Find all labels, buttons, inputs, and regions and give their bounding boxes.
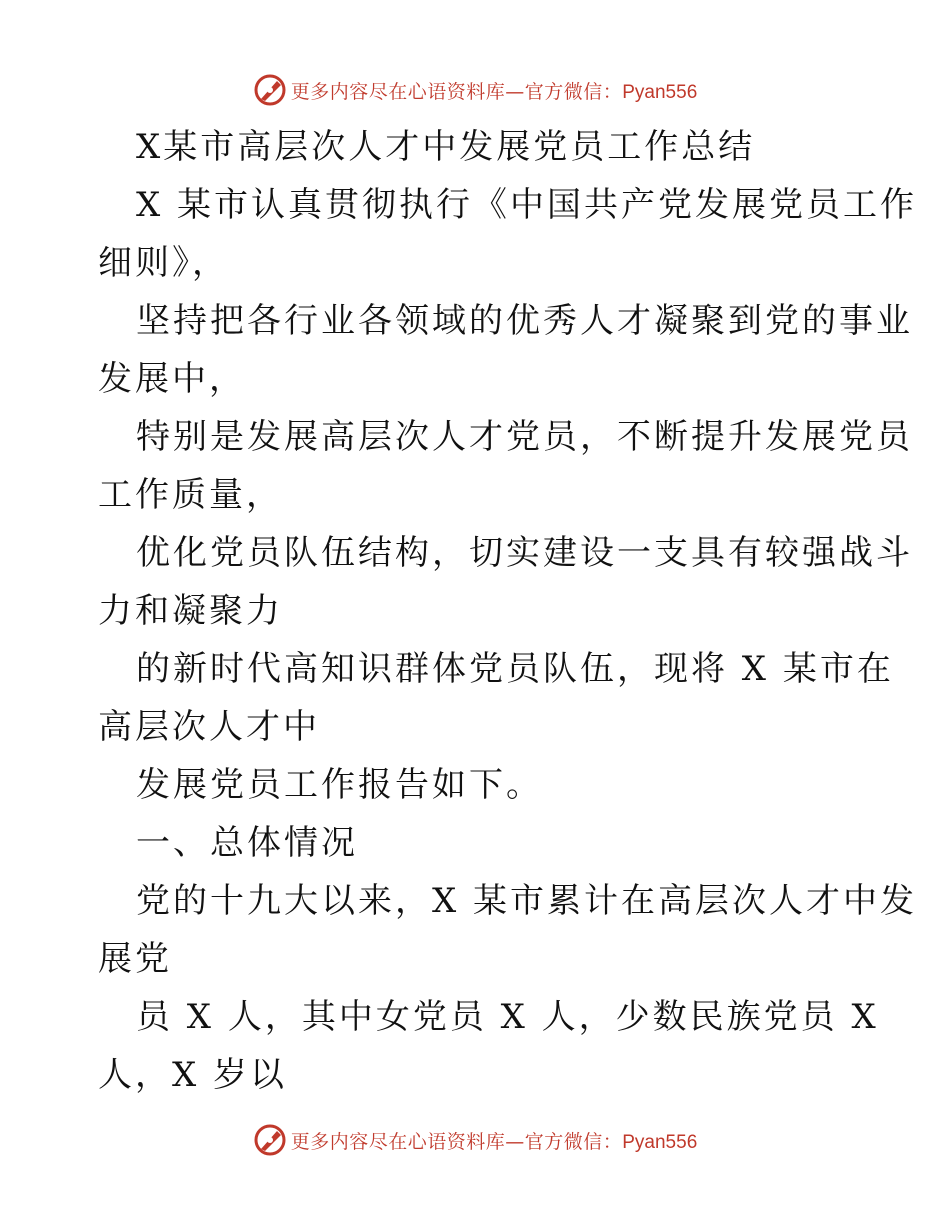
footer-banner-dash: — [505, 1130, 525, 1153]
paragraph-line: 优化党员队伍结构，切实建设一支具有较强战斗 [136, 533, 913, 573]
footer-banner-text [291, 1127, 698, 1154]
paragraph-line: 党的十九大以来，X 某市累计在高层次人才中发 [136, 881, 918, 921]
paragraph-line: X 某市认真贯彻执行《中国共产党发展党员工作 [136, 185, 918, 225]
header-banner [0, 70, 950, 110]
document-title: X某市高层次人才中发展党员工作总结 [136, 127, 756, 167]
paragraph-line: 特别是发展高层次人才党员，不断提升发展党员 [136, 417, 913, 457]
section-heading: 一、总体情况 [136, 823, 358, 863]
footer-banner-slogan: 更多内容尽在心语资料库 [290, 1130, 506, 1153]
header-banner-text [291, 77, 698, 104]
footer-banner-wechat-label: 官方微信： [524, 1130, 623, 1153]
paragraph-line: 的新时代高知识群体党员队伍，现将 X 某市在 [136, 649, 894, 689]
footer-banner-wechat-id: Pyan556 [622, 1131, 698, 1153]
header-banner-wechat-label: 官方微信： [524, 80, 623, 103]
paragraph-line: 发展党员工作报告如下。 [136, 765, 543, 805]
paragraph-line: 力和凝聚力 [98, 591, 283, 631]
pen-logo-icon [253, 1123, 287, 1157]
header-banner-wechat-id: Pyan556 [622, 81, 698, 103]
footer-banner-inner [253, 1123, 698, 1157]
paragraph-line: 高层次人才中 [98, 707, 320, 747]
header-banner-inner [253, 73, 698, 107]
header-banner-slogan: 更多内容尽在心语资料库 [290, 80, 506, 103]
paragraph-line: 展党 [98, 939, 172, 979]
footer-banner [0, 1120, 950, 1160]
document-body [98, 118, 918, 1104]
paragraph-line: 员 X 人，其中女党员 X 人，少数民族党员 X [136, 997, 879, 1037]
pen-logo-icon [253, 73, 287, 107]
paragraph-line: 工作质量， [98, 475, 283, 515]
paragraph-line: 发展中， [98, 359, 246, 399]
paragraph-line: 坚持把各行业各领域的优秀人才凝聚到党的事业 [136, 301, 913, 341]
header-banner-dash: — [505, 80, 525, 103]
paragraph-line: 人，X 岁以 [98, 1055, 288, 1095]
paragraph-line: 细则》， [98, 243, 229, 283]
